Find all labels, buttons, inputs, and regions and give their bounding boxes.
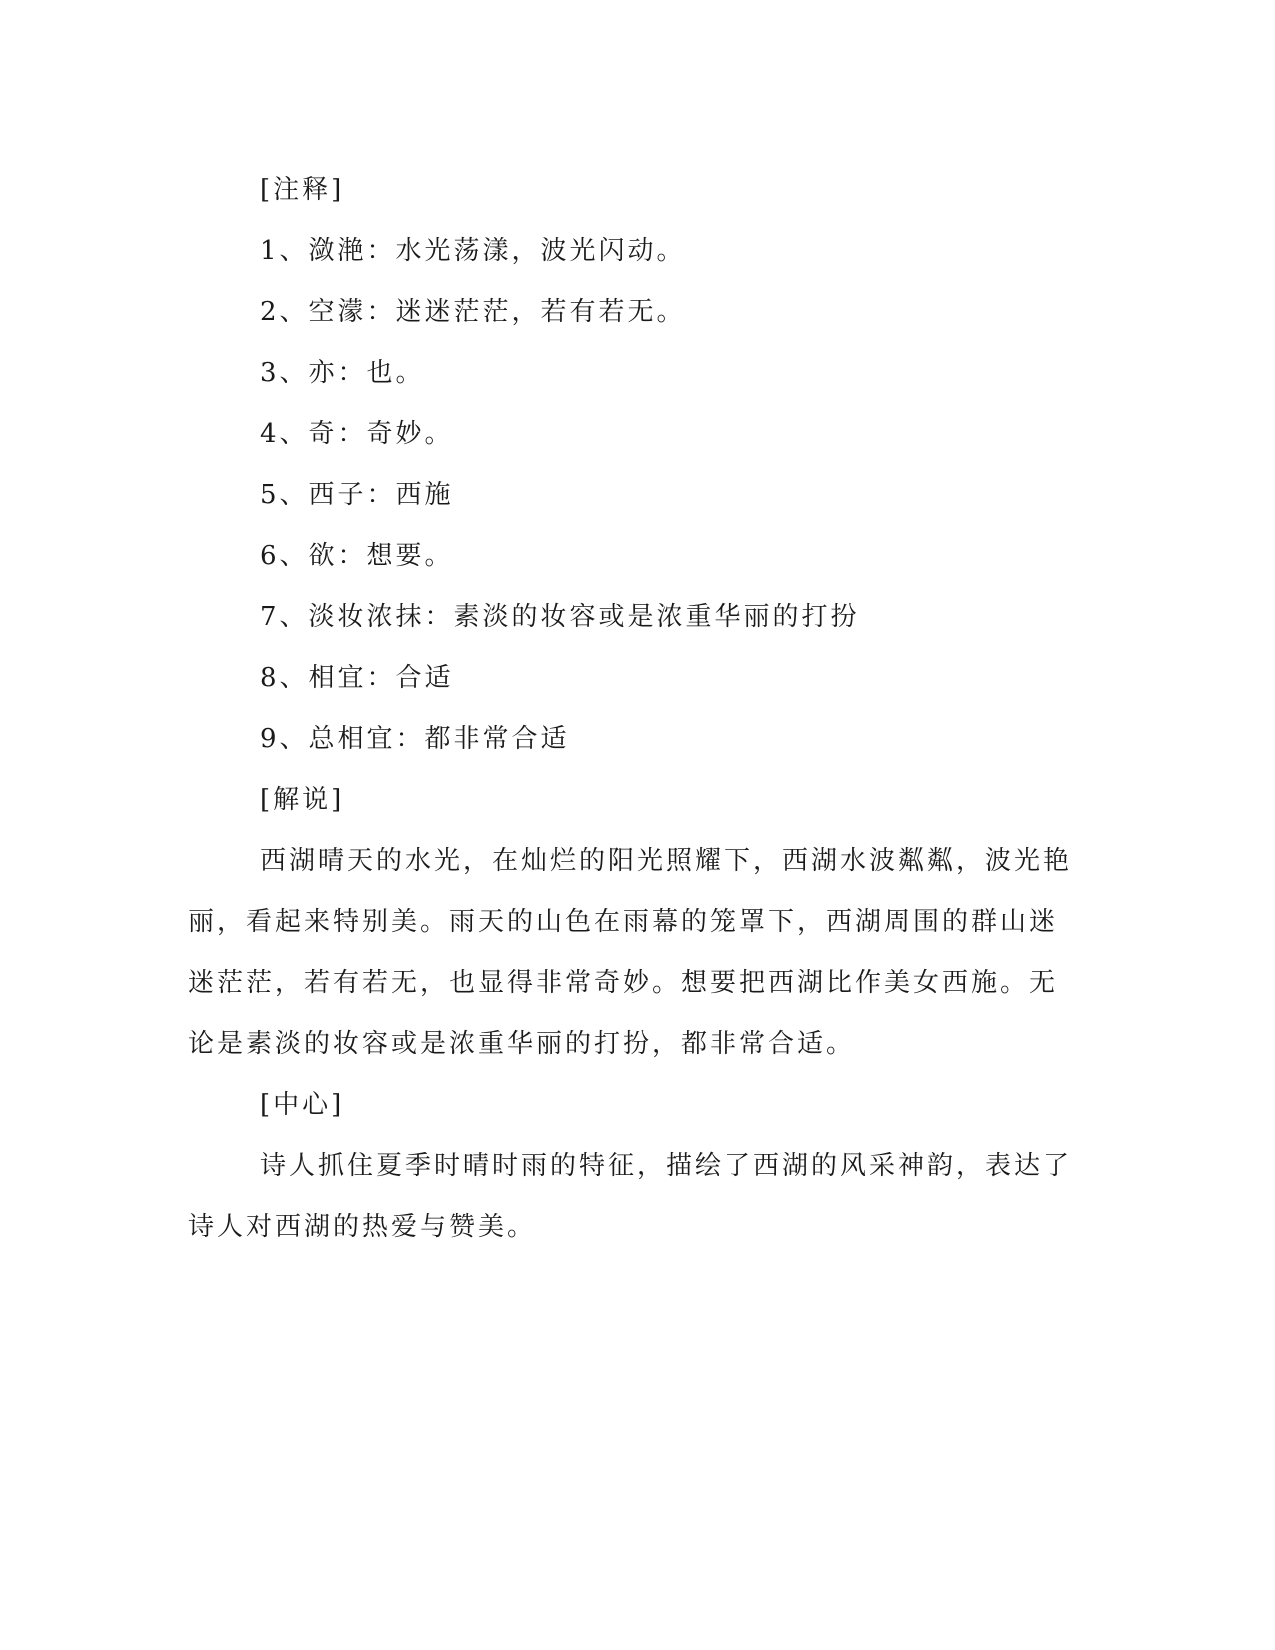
note-item: 3、亦：也。: [260, 358, 425, 388]
explanation-paragraph: 西湖晴天的水光，在灿烂的阳光照耀下，西湖水波粼粼，波光艳丽，看起来特别美。雨天的山色在雨幕的笼罩下，西湖周围的群山迷迷茫茫，若有若无，也显得非常奇妙。想要把西湖比作美女西施。无论是素淡的妆容或是浓重华丽的打扮，都非常合适。: [188, 846, 1073, 1059]
document-body: [188, 160, 1088, 1258]
note-item: 7、淡妆浓抹：素淡的妆容或是浓重华丽的打扮: [260, 602, 860, 632]
explanation-heading: [解说]: [260, 785, 345, 815]
center-heading: [中心]: [260, 1090, 345, 1120]
note-item: 6、欲：想要。: [260, 541, 454, 571]
note-item: 4、奇：奇妙。: [260, 419, 454, 449]
note-item: 8、相宜：合适: [260, 663, 454, 693]
note-item: 5、西子：西施: [260, 480, 454, 510]
notes-heading: [注释]: [260, 175, 345, 205]
note-item: 2、空濛：迷迷茫茫，若有若无。: [260, 297, 686, 327]
note-item: 1、潋滟：水光荡漾，波光闪动。: [260, 236, 686, 266]
note-item: 9、总相宜：都非常合适: [260, 724, 570, 754]
center-paragraph: 诗人抓住夏季时晴时雨的特征，描绘了西湖的风采神韵，表达了诗人对西湖的热爱与赞美。: [188, 1151, 1073, 1242]
